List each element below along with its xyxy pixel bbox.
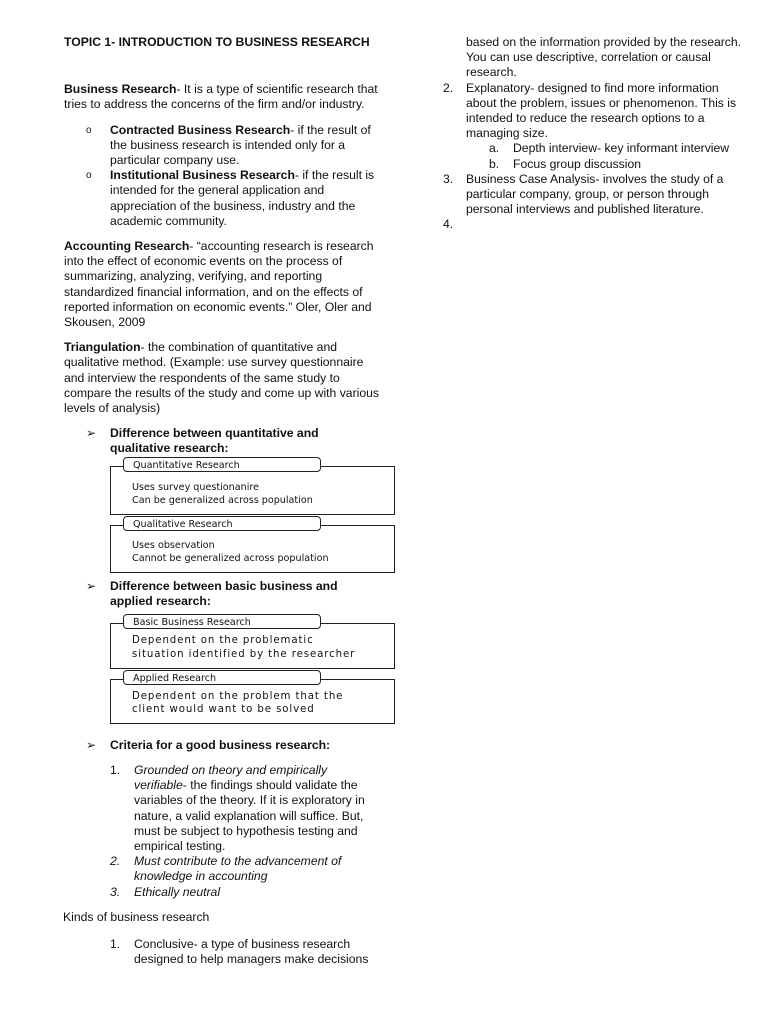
bullet-text: - if the result of the business research is intended only for a particular company use. bbox=[110, 122, 371, 168]
bullet-marker: o bbox=[86, 124, 92, 136]
item-number: 4. bbox=[443, 217, 454, 232]
list-item bbox=[64, 168, 380, 229]
box-label: Quantitative Research bbox=[123, 457, 321, 472]
box-line: Uses survey questionanire bbox=[132, 481, 260, 493]
bullet-term: Contracted Business Research bbox=[110, 122, 291, 137]
list-item bbox=[443, 217, 743, 232]
bullet-term: Institutional Business Research bbox=[110, 168, 295, 183]
business-research-definition: - It is a type of scientific research that tries to address the concerns of the firm and/or industry. bbox=[64, 82, 378, 112]
box-label: Qualitative Research bbox=[123, 516, 321, 531]
item-number: 3. bbox=[443, 171, 454, 186]
diagram-box bbox=[110, 518, 395, 573]
box-line: Dependent on the problem that the bbox=[132, 690, 344, 702]
continuation-text: based on the information provided by the research. You can use descriptive, correlation or causal research. bbox=[466, 35, 742, 80]
box-label: Basic Business Research bbox=[123, 614, 321, 629]
item-number: 1. bbox=[110, 763, 121, 778]
item-italic: Must contribute to the advancement of knowledge in accounting bbox=[134, 854, 342, 884]
box-line: situation identified by the researcher bbox=[132, 649, 356, 661]
bullet-marker: o bbox=[86, 170, 92, 182]
item-italic: Grounded on theory and empirically verifiable bbox=[134, 763, 328, 793]
item-text: Explanatory- designed to find more information about the problem, issues or phenomenon. This is intended to reduce the research options to a managing size. bbox=[466, 80, 737, 141]
list-item bbox=[64, 885, 380, 900]
kinds-list-continued bbox=[443, 81, 743, 233]
kinds-list bbox=[64, 937, 380, 967]
accounting-research-term: Accounting Research bbox=[64, 239, 190, 254]
comparison-diagram bbox=[110, 459, 395, 573]
item-number: 2. bbox=[443, 80, 454, 95]
section-heading bbox=[64, 426, 380, 456]
criteria-list bbox=[64, 763, 380, 900]
box-line: Uses observation bbox=[132, 539, 215, 551]
business-research-term: Business Research bbox=[64, 82, 177, 97]
item-text: Depth interview- key informant interview bbox=[513, 141, 730, 156]
item-text: Conclusive- a type of business research designed to help managers make decisions bbox=[134, 937, 369, 967]
comparison-diagram bbox=[110, 617, 395, 723]
section-heading bbox=[64, 738, 380, 753]
item-text: Business Case Analysis- involves the study of a particular company, group, or person through personal interviews and published literature. bbox=[466, 171, 724, 217]
section-heading bbox=[64, 579, 380, 609]
list-item bbox=[443, 157, 743, 172]
sub-list bbox=[443, 141, 743, 171]
item-number: 3. bbox=[110, 884, 121, 899]
business-research-types-list bbox=[64, 123, 380, 229]
box-label: Applied Research bbox=[123, 670, 321, 685]
triangulation-definition: - the combination of quantitative and qualitative method. (Example: use survey questionnaire and interview the respondents of the same study to compare the results of the study and come up with various levels of analysis) bbox=[64, 340, 380, 416]
item-number: a. bbox=[489, 141, 500, 156]
heading-text: Criteria for a good business research: bbox=[110, 737, 331, 752]
heading-text: Difference between quantitative and qualitative research: bbox=[110, 426, 319, 456]
list-item bbox=[443, 81, 743, 172]
bullet-text: - if the result is intended for the general application and appreciation of the business, industry and the academic community. bbox=[110, 168, 375, 228]
item-number: 1. bbox=[110, 937, 121, 952]
box-line: client would want to be solved bbox=[132, 704, 315, 716]
item-text: - the findings should validate the variables of the theory. If it is exploratory in nature, a valid explanation will suffice. But, must be subject to hypothesis testing and empirical testing. bbox=[134, 778, 365, 854]
kinds-heading: Kinds of business research bbox=[63, 909, 210, 924]
heading-text: Difference between basic business and applied research: bbox=[110, 579, 338, 609]
item-number: b. bbox=[489, 156, 500, 171]
triangulation-term: Triangulation bbox=[64, 340, 141, 355]
list-item bbox=[443, 141, 743, 156]
accounting-research-paragraph bbox=[64, 239, 380, 330]
page-title: TOPIC 1- INTRODUCTION TO BUSINESS RESEARCH bbox=[64, 35, 370, 49]
item-number: 2. bbox=[110, 854, 121, 869]
item-italic: Ethically neutral bbox=[134, 884, 221, 899]
list-item bbox=[64, 123, 380, 169]
right-column bbox=[443, 35, 743, 232]
left-column bbox=[64, 35, 380, 967]
triangulation-paragraph bbox=[64, 340, 380, 416]
box-line: Cannot be generalized across population bbox=[132, 553, 329, 565]
arrow-bullet-icon: ➢ bbox=[86, 579, 97, 594]
box-line: Can be generalized across population bbox=[132, 495, 313, 507]
arrow-bullet-icon: ➢ bbox=[86, 426, 97, 441]
arrow-bullet-icon: ➢ bbox=[86, 737, 97, 752]
list-item bbox=[64, 937, 380, 967]
list-item bbox=[443, 172, 743, 218]
box-line: Dependent on the problematic bbox=[132, 635, 314, 647]
list-item bbox=[64, 763, 380, 854]
diagram-box bbox=[110, 617, 395, 668]
diagram-box bbox=[110, 672, 395, 724]
list-item bbox=[64, 854, 380, 884]
business-research-paragraph bbox=[64, 82, 380, 112]
diagram-box bbox=[110, 459, 395, 515]
accounting-research-definition: - “accounting research is research into the effect of economic events on the process of summarizing, analyzing, verifying, and reporting standardized financial information, and on the effects of reported information on economic events.” Oler, Oler and Skousen, 2009 bbox=[64, 239, 374, 330]
item-text: Focus group discussion bbox=[513, 156, 642, 171]
